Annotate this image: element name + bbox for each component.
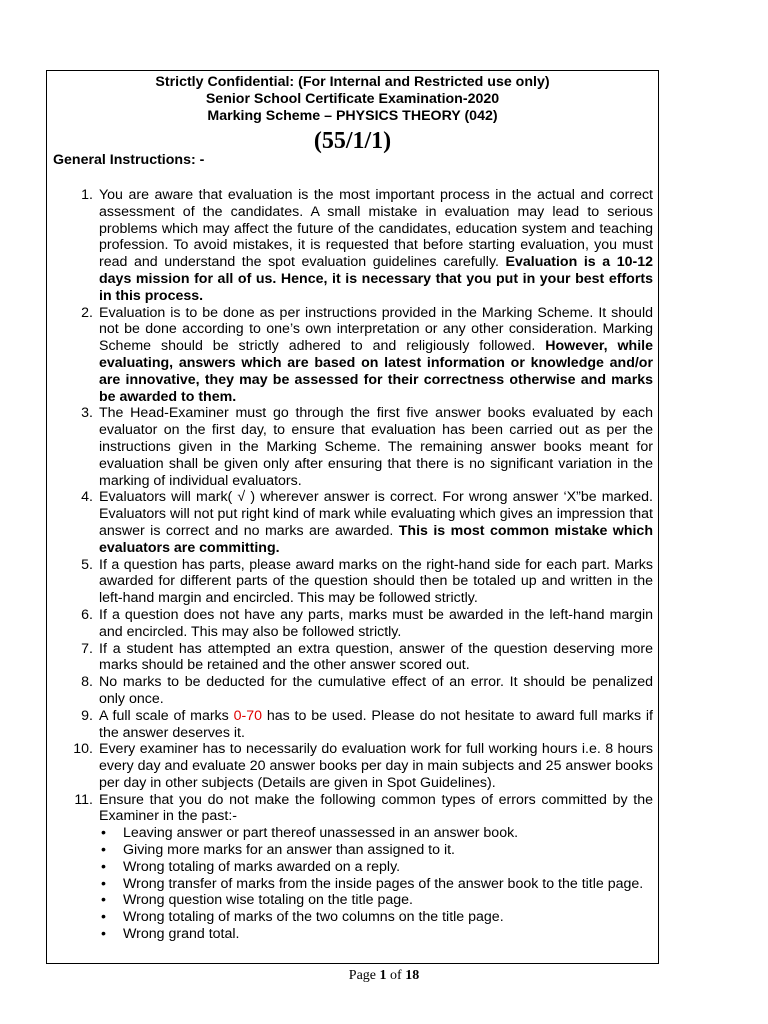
instruction-text: has to be used. Please do not hesitate to award full marks if the answer deserves it. [99, 707, 653, 741]
instruction-text: If a student has attempted an extra question, answer of the question deserving more marks should be retained and the other answer scored out. [99, 640, 653, 674]
current-page: 1 [379, 968, 387, 983]
instruction-bold-text: Evaluation is a 10-12 days mission for all of us. Hence, it is necessary that you put in your best efforts in this process. [99, 254, 653, 304]
exam-title: Senior School Certificate Examination-2020 [205, 91, 500, 107]
instruction-item [53, 305, 653, 406]
instruction-text: The Head-Examiner must go through the first five answer books evaluated by each evaluator on the first day, to ensure that evaluation has been carried out as per the instructions given in the Marking Scheme. The remaining answer books meant for evaluation shall be given only after ensuring that there is no significant variation in the marking of individual evaluators. [99, 405, 653, 489]
error-text: Giving more marks for an answer than assigned to it. [123, 842, 455, 859]
list-item [53, 859, 653, 876]
instruction-bold-text: This is most common mistake which evaluators are committing. [99, 522, 653, 556]
list-item [53, 892, 653, 909]
bullet-icon: • [101, 825, 106, 842]
bullet-icon: • [101, 875, 106, 892]
instruction-number: 8. [81, 674, 93, 691]
instruction-number: 1. [81, 187, 93, 203]
instruction-number: 9. [81, 707, 93, 724]
instruction-text: Evaluation is to be done as per instructions provided in the Marking Scheme. It should not be done according to one’s own interpretation or any other consideration. Marking Scheme should be strictly adhered to and religiously followed. [99, 304, 653, 355]
instruction-text: Every examiner has to necessarily do evaluation work for full working hours i.e. 8 hours every day and evaluate 20 answer books per day in main subjects and 25 answer books per day in other subjects (Details are given in Spot Guidelines). [99, 741, 653, 791]
error-text: Wrong totaling of marks of the two columns on the title page. [123, 909, 504, 926]
instruction-number: 5. [81, 556, 93, 573]
instruction-item [53, 674, 653, 708]
marking-scheme-title: Marking Scheme – PHYSICS THEORY (042) [207, 108, 498, 124]
total-pages: 18 [405, 968, 420, 983]
error-text: Leaving answer or part thereof unassessed in an answer book. [123, 825, 519, 842]
instruction-text: Ensure that you do not make the following common types of errors committed by the Examiner in the past:- [99, 791, 653, 825]
paper-code: (55/1/1) [313, 128, 392, 154]
instruction-item [53, 792, 653, 826]
error-text: Wrong transfer of marks from the inside pages of the answer book to the title page. [123, 875, 644, 892]
list-item [53, 909, 653, 926]
instruction-number: 3. [81, 405, 93, 422]
common-errors-list [53, 825, 653, 943]
bullet-icon: • [101, 892, 106, 909]
instruction-item [53, 641, 653, 675]
instruction-text: If a question has parts, please award marks on the right-hand side for each part. Marks awarded for different parts of the question should then be totaled up and written in the left-hand margin and encircled. This may be followed strictly. [99, 556, 653, 607]
list-item [53, 926, 653, 943]
instruction-number: 10. [73, 741, 93, 758]
instruction-number: 4. [81, 489, 93, 506]
bullet-icon: • [101, 858, 106, 875]
instruction-item [53, 741, 653, 791]
instruction-item [53, 405, 653, 489]
instruction-text: No marks to be deducted for the cumulative effect of an error. It should be penalized only once. [99, 674, 653, 707]
page-of-label: of [390, 968, 402, 983]
error-text: Wrong grand total. [123, 926, 240, 943]
error-text: Wrong totaling of marks awarded on a reply. [123, 858, 401, 875]
list-item [53, 876, 653, 893]
instruction-number: 6. [81, 606, 93, 623]
instruction-item [53, 557, 653, 607]
page-label: Page [348, 968, 377, 983]
instruction-number: 2. [81, 304, 93, 321]
instruction-text: A full scale of marks [99, 707, 234, 724]
confidential-line: Strictly Confidential: (For Internal and Restricted use only) [155, 74, 550, 90]
instruction-item [53, 708, 653, 742]
instruction-bold-text: However, while evaluating, answers which are based on latest information or knowledge and/or are innovative, they may be assessed for their correctness otherwise and marks be awarded to them. [99, 338, 653, 405]
bullet-icon: • [101, 909, 106, 926]
instruction-text: If a question does not have any parts, marks must be awarded in the left-hand margin and encircled. This may also be followed strictly. [99, 606, 653, 640]
marks-range-highlight: 0-70 [233, 707, 262, 724]
error-text: Wrong question wise totaling on the title page. [123, 892, 413, 909]
instruction-text: Evaluators will mark( √ ) wherever answer is correct. For wrong answer ‘X”be marked. Evaluators will not put right kind of mark while evaluating which gives an impression that answer is correct and no marks are awarded. [99, 489, 653, 539]
instruction-item [53, 607, 653, 641]
instruction-item [53, 187, 653, 305]
instruction-number: 11. [74, 791, 93, 808]
bullet-icon: • [101, 926, 106, 943]
instruction-text: You are aware that evaluation is the most important process in the actual and correct assessment of the candidates. A small mistake in evaluation may lead to serious problems which may affect the future of the candidates, education system and teaching profession. To avoid mistakes, it is requested that before starting evaluation, you must read and understand the spot evaluation guidelines carefully. [99, 187, 653, 271]
list-item [53, 842, 653, 859]
instruction-number: 7. [81, 640, 93, 657]
page-number [0, 968, 768, 984]
general-instructions-heading: General Instructions: - [53, 152, 205, 168]
bullet-icon: • [101, 842, 106, 859]
instructions-list [53, 187, 653, 943]
list-item [53, 825, 653, 842]
instruction-item [53, 489, 653, 556]
